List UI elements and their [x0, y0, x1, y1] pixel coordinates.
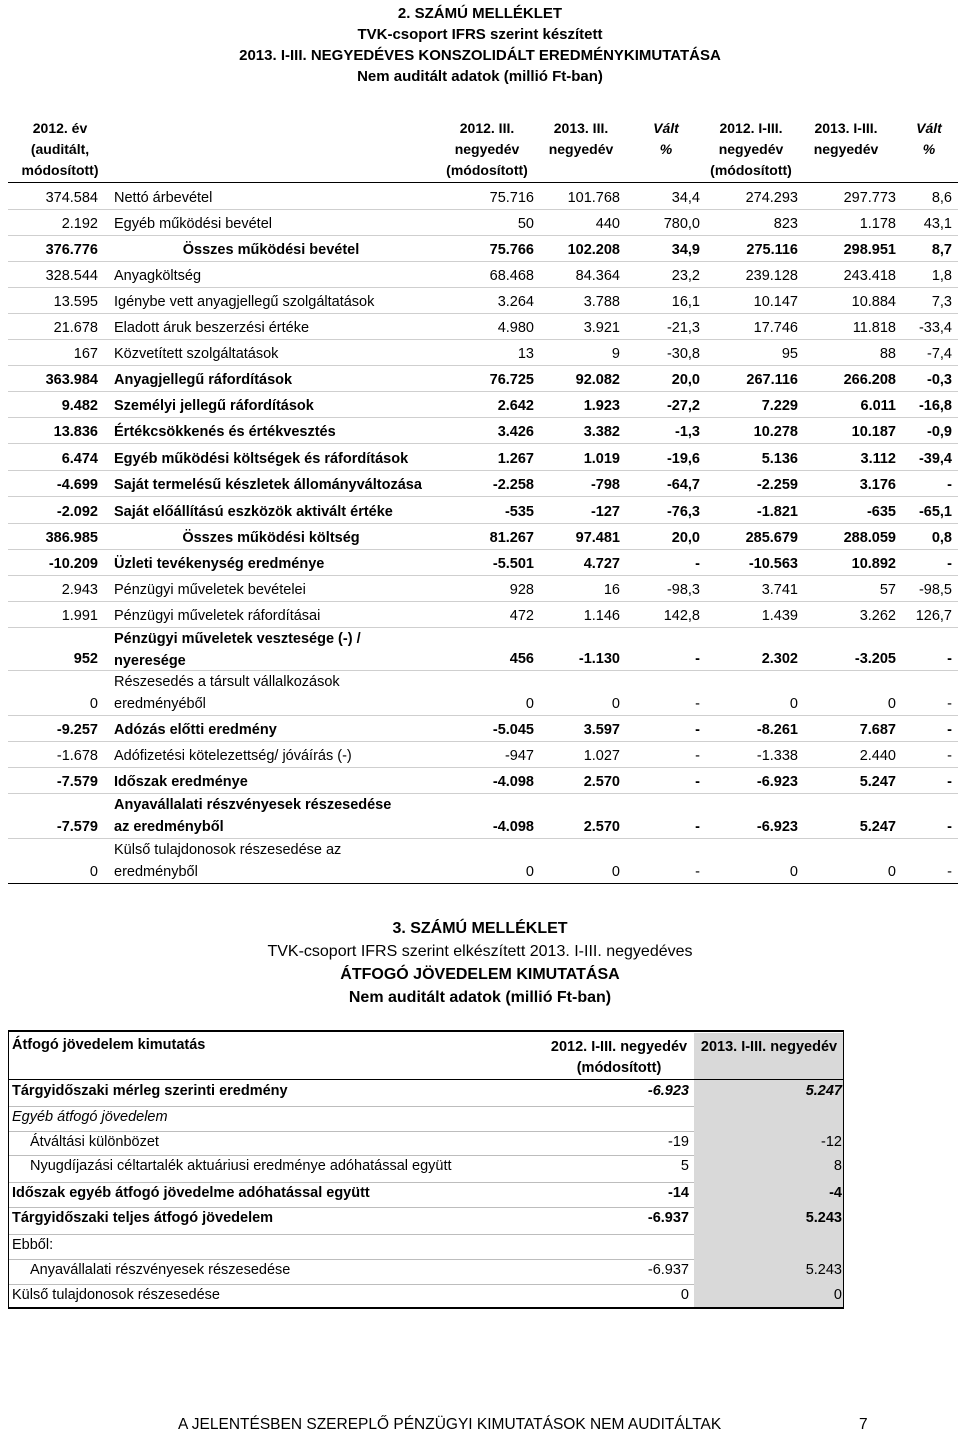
cell-v1: -5.501	[492, 556, 534, 572]
cell-v1: -4.098	[492, 819, 534, 835]
row-separator	[8, 470, 958, 471]
cell-v6: -	[947, 696, 952, 712]
row-label: Saját termelésű készletek állományváltozása	[114, 477, 422, 493]
cell-v4: 3.741	[761, 582, 798, 598]
table2-cell-2013: 5.243	[805, 1262, 842, 1278]
cell-v1: -535	[504, 504, 534, 520]
cell-v5: 88	[879, 346, 896, 362]
cell-v4: -10.563	[748, 556, 798, 572]
cell-v5: 0	[887, 696, 896, 712]
row-separator	[8, 523, 958, 524]
cell-v3: 780,0	[663, 216, 700, 232]
cell-v6: 43,1	[923, 216, 952, 232]
cell-v2: 16	[603, 582, 620, 598]
cell-v0: 1.991	[61, 608, 98, 624]
table2-cell-2012: 0	[680, 1287, 689, 1303]
cell-v2: 3.788	[583, 294, 620, 310]
header-rule	[8, 182, 958, 183]
report2-title-line: TVK-csoport IFRS szerint elkészített 2013. I-III. negyedéves	[267, 943, 693, 960]
cell-v6: -	[947, 477, 952, 493]
cell-v6: -0,3	[927, 372, 952, 388]
cell-v5: 7.687	[859, 722, 896, 738]
cell-v4: 823	[773, 216, 798, 232]
table2-cell-2012: -14	[668, 1185, 689, 1201]
cell-v0: 13.595	[53, 294, 98, 310]
row-label: Pénzügyi műveletek ráfordításai	[114, 608, 321, 624]
table2-cell-2012: -6.923	[647, 1083, 689, 1099]
row-separator	[8, 339, 958, 340]
cell-v3: -	[695, 748, 700, 764]
row-label: Üzleti tevékenység eredménye	[114, 556, 325, 572]
cell-v2: 2.570	[583, 774, 620, 790]
cell-v4: 7.229	[761, 398, 798, 414]
row-separator	[8, 443, 958, 444]
cell-v3: 142,8	[663, 608, 700, 624]
cell-v5: -635	[866, 504, 896, 520]
cell-v0: 9.482	[61, 398, 98, 414]
row-label: Külső tulajdonosok részesedése az eredményből	[114, 842, 342, 880]
header-col5: 2013. I-III. negyedév	[813, 120, 879, 157]
row-label: Időszak eredménye	[114, 774, 248, 790]
table2-cell-2012: 5	[680, 1158, 689, 1174]
cell-v5: 0	[887, 864, 896, 880]
row-label: Anyagköltség	[114, 268, 202, 284]
table2-row-separator	[8, 1307, 844, 1309]
cell-v0: 13.836	[53, 424, 98, 440]
table2-row-label: Ebből:	[12, 1237, 54, 1253]
report2-title-line: Nem auditált adatok (millió Ft-ban)	[348, 989, 612, 1006]
cell-v1: -947	[504, 748, 534, 764]
row-label: Adózás előtti eredmény	[114, 722, 277, 738]
cell-v6: -	[947, 864, 952, 880]
cell-v4: -6.923	[756, 774, 798, 790]
cell-v6: 8,7	[931, 242, 952, 258]
cell-v6: 126,7	[915, 608, 952, 624]
cell-v1: 456	[509, 651, 534, 667]
cell-v4: 5.136	[761, 451, 798, 467]
row-label: Igénybe vett anyagjellegű szolgáltatások	[114, 294, 375, 310]
row-label: Pénzügyi műveletek vesztesége (-) / nyeresége	[114, 631, 361, 669]
table2-row-label: Anyavállalati részvényesek részesedése	[30, 1262, 291, 1278]
cell-v3: -	[695, 774, 700, 790]
cell-v0: 386.985	[45, 530, 98, 546]
cell-v5: 266.208	[843, 372, 896, 388]
cell-v2: 84.364	[575, 268, 620, 284]
cell-v6: -	[947, 819, 952, 835]
cell-v0: 21.678	[53, 320, 98, 336]
cell-v3: -27,2	[666, 398, 700, 414]
cell-v3: -	[695, 696, 700, 712]
cell-v1: -5.045	[492, 722, 534, 738]
report1-title-line: Nem auditált adatok (millió Ft-ban)	[357, 68, 603, 85]
cell-v3: -98,3	[666, 582, 700, 598]
cell-v4: 275.116	[746, 242, 798, 258]
cell-v2: 9	[611, 346, 620, 362]
report2-title-line: ÁTFOGÓ JÖVEDELEM KIMUTATÁSA	[340, 966, 620, 983]
cell-v6: 1,8	[931, 268, 952, 284]
cell-v6: -65,1	[918, 504, 952, 520]
cell-v3: -64,7	[666, 477, 700, 493]
cell-v0: 328.544	[45, 268, 98, 284]
row-separator	[8, 365, 958, 366]
report2-title-line: 3. SZÁMÚ MELLÉKLET	[392, 920, 568, 937]
cell-v5: 57	[879, 582, 896, 598]
row-separator	[8, 209, 958, 210]
cell-v2: 2.570	[583, 819, 620, 835]
cell-v6: -	[947, 651, 952, 667]
cell-v0: -7.579	[56, 819, 98, 835]
row-separator	[8, 261, 958, 262]
cell-v6: -16,8	[918, 398, 952, 414]
cell-v6: -	[947, 774, 952, 790]
cell-v5: 5.247	[859, 774, 896, 790]
report2-title	[0, 917, 960, 1009]
cell-v3: 20,0	[671, 372, 700, 388]
cell-v2: 102.208	[567, 242, 620, 258]
cell-v4: 10.147	[753, 294, 798, 310]
cell-v1: -2.258	[492, 477, 534, 493]
row-separator	[8, 767, 958, 768]
cell-v0: -4.699	[56, 477, 98, 493]
row-separator	[8, 741, 958, 742]
cell-v5: 288.059	[843, 530, 896, 546]
table2-row-label: Külső tulajdonosok részesedése	[12, 1287, 220, 1303]
table2-cell-2013: 5.247	[805, 1083, 842, 1099]
cell-v0: 167	[73, 346, 98, 362]
table2-cell-2013: -4	[829, 1185, 842, 1201]
row-label: Közvetített szolgáltatások	[114, 346, 279, 362]
cell-v5: -3.205	[854, 651, 896, 667]
report1-title-line: TVK-csoport IFRS szerint készített	[357, 26, 603, 43]
table2-cell-2013: 5.243	[805, 1210, 842, 1226]
cell-v2: 92.082	[575, 372, 620, 388]
cell-v2: 97.481	[575, 530, 620, 546]
cell-v4: 239.128	[745, 268, 798, 284]
table2-header-label: Átfogó jövedelem kimutatás	[12, 1037, 206, 1053]
row-separator	[8, 496, 958, 497]
cell-v0: 376.776	[45, 242, 98, 258]
cell-v3: -	[695, 722, 700, 738]
cell-v4: -1.821	[756, 504, 798, 520]
cell-v6: -33,4	[918, 320, 952, 336]
cell-v6: 8,6	[931, 190, 952, 206]
table2-row-label: Átváltási különbözet	[30, 1134, 159, 1150]
cell-v2: 0	[611, 696, 620, 712]
row-label: Értékcsökkenés és értékvesztés	[114, 424, 336, 440]
row-label: Részesedés a társult vállalkozások eredményéből	[114, 674, 340, 712]
cell-v4: 2.302	[761, 651, 798, 667]
table2-header-col1: 2012. I-III. negyedév (módosított)	[550, 1039, 688, 1076]
header-col0: 2012. év (auditált, módosított)	[21, 120, 99, 178]
row-label: Összes működési bevétel	[182, 242, 360, 258]
cell-v5: 5.247	[859, 819, 896, 835]
cell-v2: 3.921	[583, 320, 620, 336]
cell-v1: 75.716	[489, 190, 534, 206]
header-col6: Vált %	[916, 120, 942, 157]
header-col4: 2012. I-III. negyedév (módosított)	[710, 120, 792, 178]
cell-v2: -127	[590, 504, 620, 520]
cell-v1: 1.267	[497, 451, 534, 467]
cell-v0: 363.984	[45, 372, 98, 388]
cell-v4: 0	[789, 864, 798, 880]
cell-v6: -39,4	[918, 451, 952, 467]
cell-v1: 3.426	[497, 424, 534, 440]
cell-v0: -1.678	[56, 748, 98, 764]
cell-v5: 243.418	[843, 268, 896, 284]
row-separator	[8, 549, 958, 550]
cell-v3: -21,3	[666, 320, 700, 336]
table2-header-col2: 2013. I-III. negyedév	[694, 1033, 844, 1079]
cell-v1: 472	[509, 608, 534, 624]
row-label: Anyagjellegű ráfordítások	[114, 372, 293, 388]
cell-v3: 34,4	[671, 190, 700, 206]
cell-v4: 95	[781, 346, 798, 362]
row-separator	[8, 601, 958, 602]
table2-col2-fill	[694, 1106, 844, 1131]
cell-v6: 0,8	[931, 530, 952, 546]
cell-v1: -4.098	[492, 774, 534, 790]
cell-v2: 1.923	[583, 398, 620, 414]
table2-border	[8, 1031, 9, 1309]
row-label: Egyéb működési költségek és ráfordítások	[114, 451, 409, 467]
table2-cell-2012: -6.937	[647, 1210, 689, 1226]
cell-v1: 50	[517, 216, 534, 232]
report1-title	[0, 3, 960, 87]
report1-title-line: 2013. I-III. NEGYEDÉVES KONSZOLIDÁLT EREDMÉNYKIMUTATÁSA	[239, 47, 721, 64]
cell-v5: 10.884	[851, 294, 896, 310]
table2-col2-fill	[694, 1234, 844, 1259]
cell-v3: -30,8	[666, 346, 700, 362]
cell-v0: 2.943	[61, 582, 98, 598]
cell-v4: -8.261	[756, 722, 798, 738]
cell-v4: 274.293	[745, 190, 798, 206]
cell-v4: 285.679	[745, 530, 798, 546]
table2-cell-2013: -12	[821, 1134, 842, 1150]
table2-cell-2013: 0	[833, 1287, 842, 1303]
cell-v2: 440	[595, 216, 620, 232]
cell-v5: 297.773	[843, 190, 896, 206]
cell-v6: -	[947, 748, 952, 764]
cell-v4: -1.338	[756, 748, 798, 764]
cell-v6: -0,9	[927, 424, 952, 440]
cell-v1: 2.642	[497, 398, 534, 414]
cell-v0: 0	[89, 864, 98, 880]
cell-v5: 1.178	[859, 216, 896, 232]
cell-v4: -2.259	[756, 477, 798, 493]
table2-cell-2013: 8	[833, 1158, 842, 1174]
cell-v3: -	[695, 556, 700, 572]
cell-v4: 1.439	[761, 608, 798, 624]
cell-v0: 6.474	[61, 451, 98, 467]
cell-v2: 1.146	[583, 608, 620, 624]
cell-v2: -798	[590, 477, 620, 493]
row-separator	[8, 715, 958, 716]
cell-v5: 298.951	[843, 242, 896, 258]
header-col3: Vált %	[653, 120, 679, 157]
cell-v3: 20,0	[671, 530, 700, 546]
cell-v6: -7,4	[927, 346, 952, 362]
cell-v5: 10.187	[851, 424, 896, 440]
row-separator	[8, 417, 958, 418]
cell-v5: 3.112	[860, 451, 896, 467]
cell-v6: -98,5	[918, 582, 952, 598]
cell-v6: -	[947, 556, 952, 572]
table2-top-rule	[8, 1030, 844, 1032]
cell-v2: 4.727	[583, 556, 620, 572]
cell-v0: -2.092	[56, 504, 98, 520]
cell-v1: 4.980	[497, 320, 534, 336]
cell-v5: 10.892	[851, 556, 896, 572]
cell-v4: 17.746	[753, 320, 798, 336]
cell-v5: 3.176	[859, 477, 896, 493]
header-col2: 2013. III. negyedév	[548, 120, 614, 157]
table2-cell-2012: -19	[668, 1134, 689, 1150]
cell-v2: 3.597	[583, 722, 620, 738]
table2-row-label: Időszak egyéb átfogó jövedelme adóhatással együtt	[12, 1185, 370, 1201]
cell-v3: -	[695, 864, 700, 880]
table2-row-label: Egyéb átfogó jövedelem	[12, 1109, 168, 1125]
cell-v1: 68.468	[489, 268, 534, 284]
cell-v2: 1.019	[583, 451, 620, 467]
cell-v3: -19,6	[666, 451, 700, 467]
cell-v6: -	[947, 722, 952, 738]
cell-v1: 0	[525, 864, 534, 880]
row-separator	[8, 235, 958, 236]
cell-v2: -1.130	[578, 651, 620, 667]
cell-v5: 2.440	[859, 748, 896, 764]
cell-v1: 0	[525, 696, 534, 712]
cell-v1: 13	[517, 346, 534, 362]
cell-v2: 3.382	[583, 424, 620, 440]
page-footer: A JELENTÉSBEN SZEREPLŐ PÉNZÜGYI KIMUTATÁSOK NEM AUDITÁLTAK	[178, 1416, 722, 1433]
row-label: Pénzügyi műveletek bevételei	[114, 582, 306, 598]
row-label: Nettó árbevétel	[114, 190, 213, 206]
cell-v1: 81.267	[489, 530, 534, 546]
report1-title-line: 2. SZÁMÚ MELLÉKLET	[397, 5, 563, 22]
cell-v2: 101.768	[567, 190, 620, 206]
cell-v5: 3.262	[859, 608, 896, 624]
cell-v5: 6.011	[860, 398, 896, 414]
cell-v1: 3.264	[497, 294, 534, 310]
cell-v0: -9.257	[56, 722, 98, 738]
page-number: 7	[859, 1416, 868, 1433]
cell-v3: 16,1	[671, 294, 700, 310]
cell-v1: 75.766	[489, 242, 534, 258]
cell-v1: 928	[509, 582, 534, 598]
cell-v4: 10.278	[753, 424, 798, 440]
cell-v2: 1.027	[583, 748, 620, 764]
cell-v3: -1,3	[675, 424, 700, 440]
row-label: Saját előállítású eszközök aktivált értéke	[114, 504, 393, 520]
row-label: Anyavállalati részvényesek részesedése az eredményből	[114, 797, 392, 835]
cell-v5: 11.818	[852, 320, 896, 336]
row-label: Egyéb működési bevétel	[114, 216, 272, 232]
table2-cell-2012: -6.937	[647, 1262, 689, 1278]
cell-v3: 23,2	[671, 268, 700, 284]
table2-border	[843, 1031, 844, 1309]
cell-v0: 952	[73, 651, 98, 667]
row-separator	[8, 313, 958, 314]
cell-v3: -	[695, 819, 700, 835]
table2-row-label: Nyugdíjazási céltartalék aktuáriusi eredménye adóhatással együtt	[30, 1158, 452, 1174]
cell-v4: -6.923	[756, 819, 798, 835]
row-separator	[8, 883, 958, 884]
cell-v2: 0	[611, 864, 620, 880]
row-label: Személyi jellegű ráfordítások	[114, 398, 314, 414]
row-separator	[8, 391, 958, 392]
cell-v0: -10.209	[48, 556, 98, 572]
cell-v3: -76,3	[666, 504, 700, 520]
table2-row-label: Tárgyidőszaki teljes átfogó jövedelem	[12, 1210, 274, 1226]
cell-v0: -7.579	[56, 774, 98, 790]
table2-row-label: Tárgyidőszaki mérleg szerinti eredmény	[12, 1083, 288, 1099]
cell-v3: 34,9	[671, 242, 700, 258]
row-separator	[8, 575, 958, 576]
cell-v0: 2.192	[61, 216, 98, 232]
row-label: Összes működési költség	[182, 530, 360, 546]
cell-v0: 374.584	[45, 190, 98, 206]
cell-v4: 0	[789, 696, 798, 712]
cell-v1: 76.725	[489, 372, 534, 388]
row-separator	[8, 287, 958, 288]
cell-v4: 267.116	[746, 372, 798, 388]
header-col1: 2012. III. negyedév (módosított)	[446, 120, 528, 178]
cell-v6: 7,3	[931, 294, 952, 310]
cell-v0: 0	[89, 696, 98, 712]
row-label: Eladott áruk beszerzési értéke	[114, 320, 310, 336]
cell-v3: -	[695, 651, 700, 667]
row-label: Adófizetési kötelezettség/ jóváírás (-)	[114, 748, 352, 764]
